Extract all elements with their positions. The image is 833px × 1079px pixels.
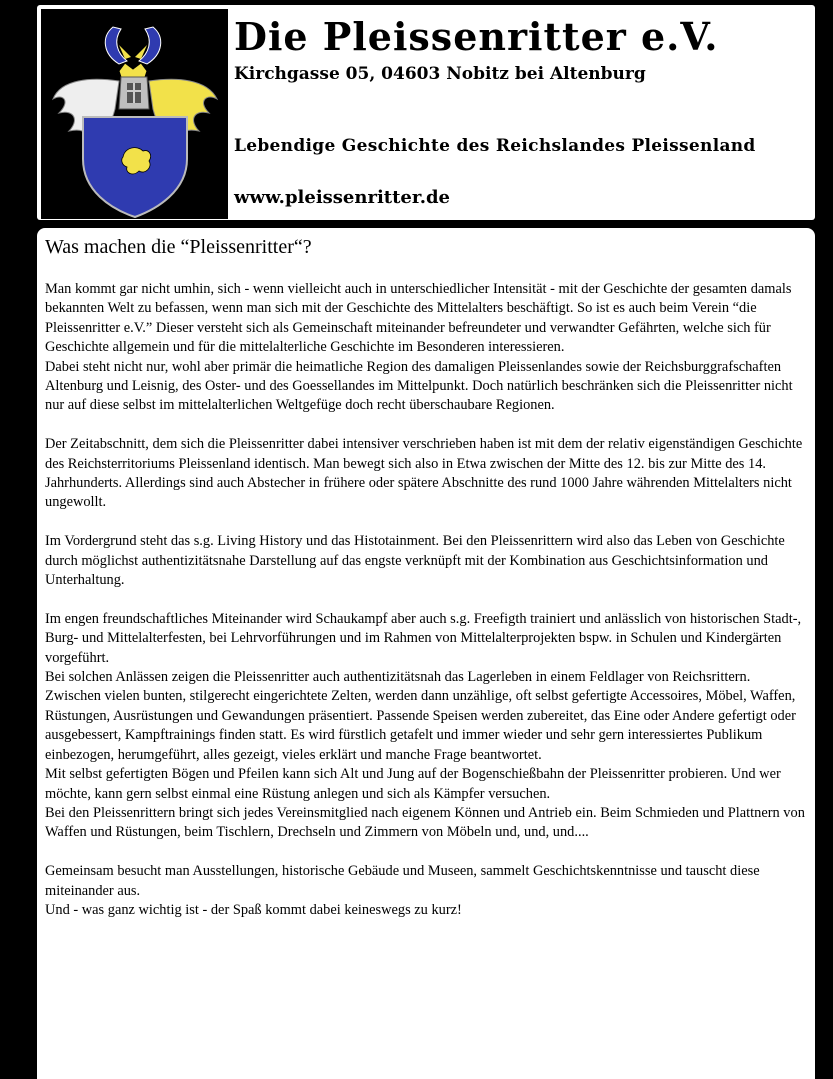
content-panel [37,228,815,1079]
text-line: Man kommt gar nicht umhin, sich - wenn vielleicht auch in unterschiedlicher Intensität - mit der Geschichte der gesamten damals bekannten Welt zu befassen, wenn man sich mit der Geschichte des Mittelalters beschäftigt. So ist es auch beim Verein “die Pleissenritter e.V.” Dieser versteht sich als Gemeinschaft miteinander befreundeter und verwandter Gefährten, welche sich für Geschichte allgemein und für die mittelalterliche Geschichte im Besonderen interessieren. [45,281,792,356]
text-line: Dabei steht nicht nur, wohl aber primär die heimatliche Region des damaligen Pleissenlandes sowie der Reichsburggrafschaften Altenburg und Leisnig, des Oster- und des Goessellandes im Mittelpunkt. Doch natürlich beschränken sich die Pleissenritter nicht nur auf diese selbst im mittelalterlichen Weltgefüge doch recht überschaubare Regionen. [45,358,793,414]
site-title: Die Pleissenritter e.V. [234,14,719,59]
text-line: Im Vordergrund steht das s.g. Living History und das Histotainment. Bei den Pleissenrittern wird also das Leben von Geschichte durch möglichst authentizitätsnahe Darstellung auf das engste verknüpft mit der Kombination aus Geschichtsinformation und Unterhaltung. [45,533,785,589]
paragraph [45,862,805,920]
website-link[interactable]: www.pleissenritter.de [234,187,450,208]
paragraph [45,435,805,513]
club-motto: Lebendige Geschichte des Reichslandes Pleissenland [234,136,756,156]
article-body [45,280,805,940]
paragraph [45,532,805,590]
text-line: Im engen freundschaftliches Miteinander wird Schaukampf aber auch s.g. Freefigth trainiert und anlässlich von historischen Stadt-, Burg- und Mittelalterfesten, bei Lehrvorführungen und im Rahmen von Mittelalterprojekten bspw. in Schulen und Kindergärten vorgeführt. [45,610,802,666]
club-address: Kirchgasse 05, 04603 Nobitz bei Altenburg [234,64,646,84]
text-line: Bei den Pleissenrittern bringt sich jedes Vereinsmitglied nach eigenem Können und Antrieb ein. Beim Schmieden und Plattnern von Waffen und Rüstungen, beim Tischlern, Drechseln und Zimmern von Möbeln und, und, und.... [45,804,805,841]
text-line: Mit selbst gefertigten Bögen und Pfeilen kann sich Alt und Jung auf der Bogenschießbahn der Pleissenritter probieren. Und wer möchte, kann gern selbst einmal eine Rüstung anlegen und sich als Kämpfer versuchen. [45,766,781,802]
page-heading: Was machen die “Pleissenritter“? [45,236,312,258]
text-line: Und - was ganz wichtig ist - der Spaß kommt dabei keineswegs zu kurz! [45,901,462,918]
text-line: Der Zeitabschnitt, dem sich die Pleissenritter dabei intensiver verschrieben haben ist mit dem der relativ eigenständigen Geschichte des Reichsterritoriums Pleissenland identisch. Man bewegt sich also in Etwa zwischen der Mitte des 12. bis zur Mitte des 14. Jahrhunderts. Allerdings sind auch Abstecher in frühere oder spätere Abschnitte des rund 1000 Jahre währenden Mittelalters nicht ungewollt. [45,436,803,511]
text-line: Bei solchen Anlässen zeigen die Pleissenritter auch authentizitätsnah das Lagerleben in einem Feldlager von Reichsrittern. Zwischen vielen bunten, stilgerecht eingerichtete Zelten, werden dann unzählige, oft selbst gefertigte Accessoires, Möbel, Waffen, Rüstungen, Ausrüstungen und Gewandungen präsentiert. Passende Speisen werden zubereitet, das Eine oder Andere gefertigt oder ausgebessert, Kampftrainings finden statt. Es wird fürstlich getafelt und immer wieder und sehr gern interessiertes Publikum einbezogen, herumgeführt, alles gezeigt, vieles erklärt und manche Frage beantwortet. [45,669,796,763]
coat-of-arms-icon [41,9,228,219]
paragraph [45,610,805,843]
paragraph [45,280,805,416]
text-line: Gemeinsam besucht man Ausstellungen, historische Gebäude und Museen, sammelt Geschichtskenntnisse und tauscht diese miteinander aus. [45,863,760,899]
header-banner [37,5,815,220]
